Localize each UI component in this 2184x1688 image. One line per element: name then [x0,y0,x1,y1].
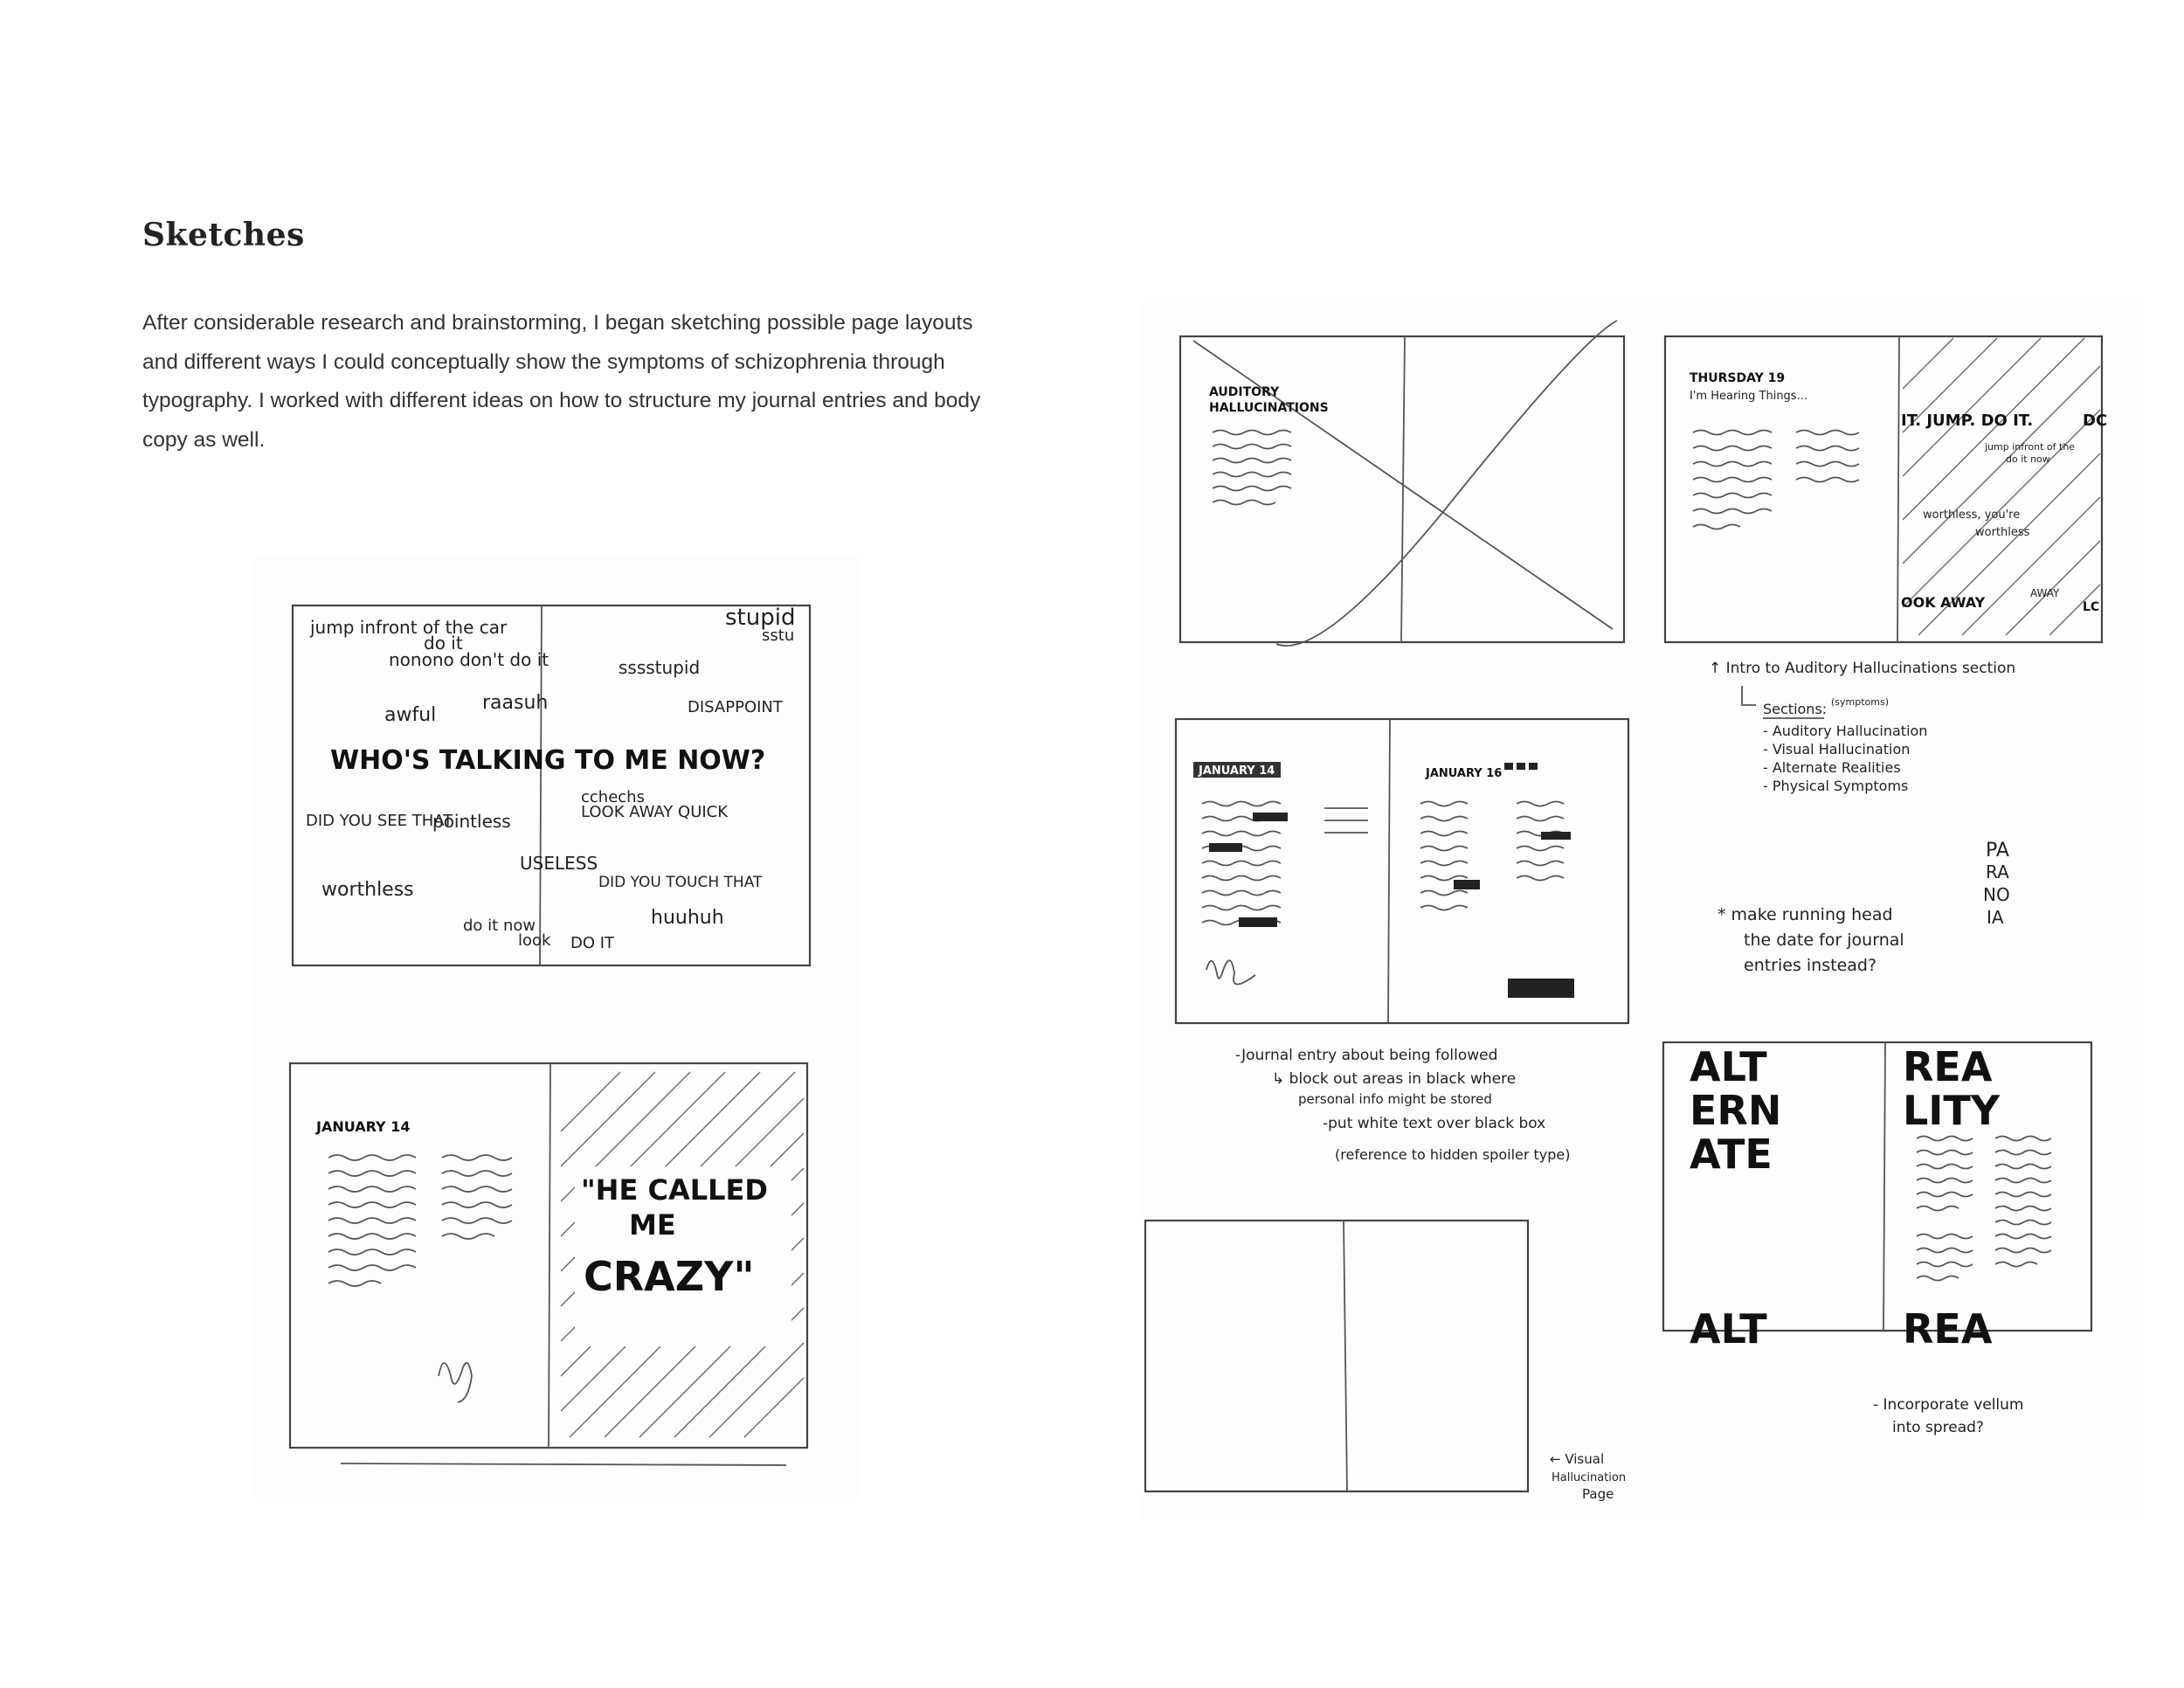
journal-subtitle: I'm Hearing Things... [1690,390,1807,403]
display-type: LITY [1903,1087,2001,1134]
spread-gutter [1897,336,1899,642]
spread-journal-redacted [1176,719,1628,1023]
spread-gutter [1388,719,1390,1023]
redaction-boxes [1209,763,1574,998]
body-copy-squiggles [1213,431,1291,505]
page-title: Sketches [142,217,305,253]
voice-text: nonono don't do it [389,649,549,670]
sketch-sheet-left [253,555,859,1498]
body-copy-squiggles [328,1155,512,1286]
spread-gutter [1401,336,1405,642]
paranoia-letters: NO [1983,884,2010,905]
note-text: Hallucination [1552,1471,1627,1484]
note-running-head [1717,905,1904,975]
spread-gutter [1344,1221,1347,1491]
note-text: (symptoms) [1831,696,1890,708]
voice-text: DO IT [570,934,615,952]
voice-text: IT. JUMP. DO IT. [1901,412,2034,430]
note-text: - Incorporate vellum [1873,1396,2024,1414]
voice-text: AWAY [2030,587,2060,599]
note-text: into spread? [1892,1419,1984,1436]
voice-text: pointless [432,811,511,832]
voice-text: LOOK AWAY QUICK [581,803,729,821]
journal-date: JANUARY 14 [1199,764,1275,778]
spread-hearing-things [1665,336,2107,642]
spread-journal-crazy [290,1063,807,1465]
paranoia-letters: RA [1986,861,2009,882]
body-copy-squiggles [1917,1137,2051,1281]
note-text: Sections: [1763,701,1828,717]
note-vellum [1873,1396,2024,1436]
page-edge-line [341,1463,786,1465]
spread-auditory-intro [1180,321,1624,646]
voice-text: sstu [762,626,795,645]
journal-date: THURSDAY 19 [1690,371,1786,385]
voice-text: LC [2083,600,2100,614]
spread-frame [293,605,810,965]
voice-text: DISAPPOINT [688,698,783,716]
note-text: Page [1582,1486,1614,1502]
note-text: -put white text over black box [1323,1115,1546,1132]
voice-text: raasuh [482,692,549,714]
voice-text: jump infront of the [1985,441,2076,453]
voice-text: look [518,931,551,950]
display-type: ALT [1690,1043,1767,1090]
voice-text: DC [2083,412,2108,430]
signature-scribble [439,1363,472,1402]
bleed-type-clip [1690,1305,1993,1352]
display-type: ALT [1690,1305,1767,1352]
note-text: entries instead? [1744,956,1877,975]
section-title: AUDITORY [1209,385,1280,399]
note-text: ← Visual [1550,1451,1605,1467]
voice-text: cchechs [581,788,645,806]
arrow-hook [1742,686,1756,705]
voice-text: DID YOU TOUCH THAT [598,874,763,891]
note-text: ↑ Intro to Auditory Hallucinations section [1709,660,2016,677]
body-copy-squiggles [1693,431,1859,529]
voice-text: stupid [725,605,796,631]
voice-text: worthless [321,879,414,901]
voice-text: huuhuh [651,907,724,929]
note-list-item: - Alternate Realities [1763,759,1901,776]
section-title: HALLUCINATIONS [1209,401,1329,415]
paranoia-letters: PA [1986,840,2009,861]
voice-text: sssstupid [619,657,701,678]
note-text: personal info might be stored [1298,1091,1492,1107]
voice-text: jump infront of the car [310,617,508,638]
hatch-fill [1903,338,2100,635]
display-type: ERN [1690,1087,1782,1134]
note-list-item: - Physical Symptoms [1763,778,1909,794]
note-text: (reference to hidden spoiler type) [1335,1146,1571,1163]
paranoia-letters: IA [1987,907,2004,928]
voice-text: worthless [1975,526,2030,539]
note-visual-page [1550,1451,1626,1502]
headline-text: WHO'S TALKING TO ME NOW? [330,745,766,776]
voice-text: do it now [463,917,536,935]
spread-gutter [549,1063,550,1448]
voice-text: OOK AWAY [1901,594,1986,611]
quote-text: ME [629,1208,676,1242]
quote-text: "HE CALLED [581,1173,768,1207]
voice-text: do it now [2006,453,2050,465]
voice-text: worthless, you're [1923,508,2021,522]
note-sections [1709,660,2015,794]
display-type: REA [1903,1043,1993,1090]
spread-alternate-reality [1663,1042,2091,1352]
note-journal-followed [1235,1047,1571,1163]
sketch-sheet-right [1141,301,2144,1520]
voice-text: awful [384,704,437,726]
display-type: REA [1903,1305,1993,1352]
spread-gutter [1883,1042,1885,1331]
paranoia-stack [1983,840,2010,928]
sketch-left-drawing [253,555,859,1498]
note-list-item: - Auditory Hallucination [1763,723,1928,739]
voice-text: DID YOU SEE THAT [306,812,453,830]
note-text: the date for journal [1744,930,1904,950]
note-text: * make running head [1717,905,1893,924]
journal-date: JANUARY 14 [316,1118,411,1135]
note-list-item: - Visual Hallucination [1763,741,1911,758]
spread-frame [1145,1221,1528,1491]
display-type: ATE [1690,1131,1773,1178]
spread-voices [293,605,810,965]
voice-text: USELESS [520,853,598,874]
note-text: -Journal entry about being followed [1235,1047,1498,1064]
voice-text: do it [424,633,463,654]
intro-paragraph: After considerable research and brainstorming, I began sketching possible page layouts and different ways I could conceptually show the symptoms of schizophrenia through typography. I worked with different ideas on how to structure my journal entries and body copy as well. [142,311,981,452]
note-text: ↳ block out areas in black where [1272,1070,1517,1088]
sketch-right-drawing [1141,301,2144,1520]
quote-text: CRAZY" [584,1253,755,1300]
signature-scribble [1206,960,1255,984]
journal-date: JANUARY 16 [1426,767,1503,780]
spread-visual-hallucination [1145,1221,1528,1491]
